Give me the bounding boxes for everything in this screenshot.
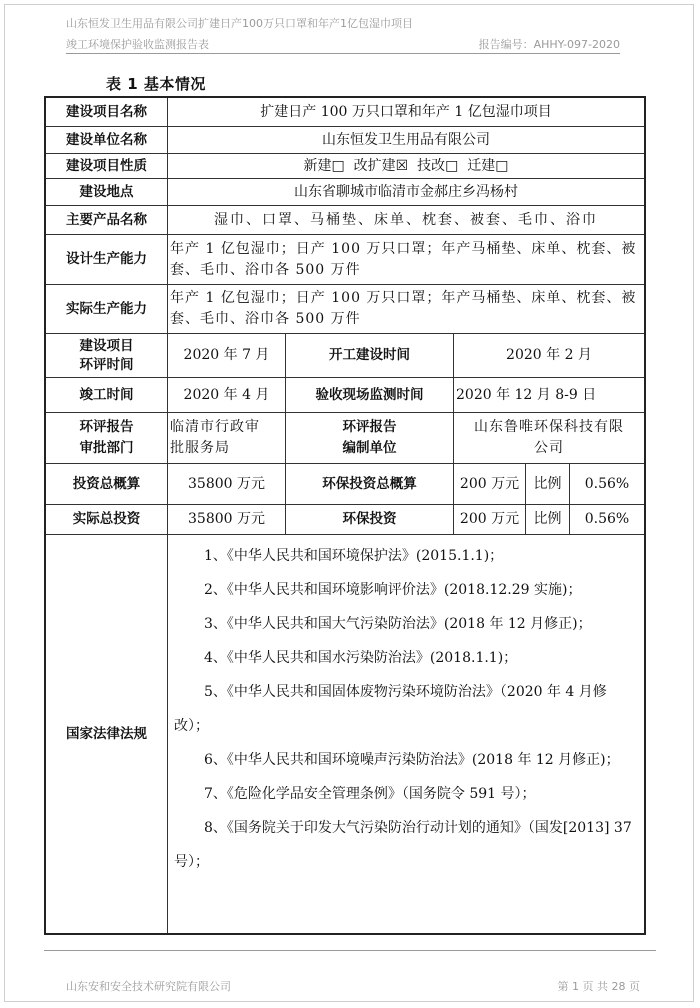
value-complete-time: 2020 年 4 月 xyxy=(168,378,286,413)
label-nature: 建设项目性质 xyxy=(46,154,168,179)
header-divider xyxy=(66,53,620,54)
value-company: 山东恒发卫生用品有限公司 xyxy=(168,127,644,154)
label-eia-time xyxy=(46,334,168,378)
value-eia-time: 2020 年 7 月 xyxy=(168,334,286,378)
label-eia-time-line1: 建设项目 xyxy=(79,337,134,354)
value-invest-budget: 35800 万元 xyxy=(168,464,286,505)
value-approval-dept-line2: 批服务局 xyxy=(170,440,230,456)
law-item: 7、《危险化学品安全管理条例》（国务院令 591 号）； xyxy=(204,786,536,802)
value-eia-compiler-line2: 公司 xyxy=(534,440,564,456)
label-eia-compiler-line1: 环评报告 xyxy=(342,419,397,435)
header-line-1 xyxy=(66,17,620,31)
label-invest-budget: 投资总概算 xyxy=(46,464,168,505)
basic-info-table xyxy=(44,96,646,935)
header-report-type: 竣工环境保护验收监测报告表 xyxy=(66,38,209,51)
label-complete-time: 竣工时间 xyxy=(46,378,168,413)
header-project-title: 山东恒发卫生用品有限公司扩建日产100万只口罩和年产1亿包湿巾项目 xyxy=(66,17,413,30)
label-env-budget: 环保投资总概算 xyxy=(286,464,454,505)
header-report-number: 报告编号：AHHY-097-2020 xyxy=(478,38,620,51)
label-design-capacity: 设计生产能力 xyxy=(46,235,168,285)
value-eia-compiler xyxy=(454,413,644,464)
label-eia-time-line2: 环评时间 xyxy=(79,356,134,373)
value-actual-env: 200 万元 xyxy=(454,505,526,535)
footer-divider xyxy=(44,950,656,951)
value-actual-invest: 35800 万元 xyxy=(168,505,286,535)
label-approval-dept xyxy=(46,413,168,464)
label-laws: 国家法律法规 xyxy=(46,535,168,933)
law-item: 2、《中华人民共和国环境影响评价法》(2018.12.29 实施)； xyxy=(204,582,582,598)
label-actual-capacity: 实际生产能力 xyxy=(46,285,168,334)
footer-page-number: 第 1 页 共 28 页 xyxy=(557,980,640,993)
value-project-name: 扩建日产 100 万只口罩和年产 1 亿包湿巾项目 xyxy=(168,98,644,127)
law-item: 3、《中华人民共和国大气污染防治法》(2018 年 12 月修正)； xyxy=(204,616,592,632)
label-eia-compiler xyxy=(286,413,454,464)
laws-list xyxy=(168,535,644,933)
label-env-budget-ratio: 比例 xyxy=(526,464,570,505)
law-item: 8、《国务院关于印发大气污染防治行动计划的通知》（国发[2013] 37 号）； xyxy=(174,820,632,870)
label-actual-env: 环保投资 xyxy=(286,505,454,535)
label-location: 建设地点 xyxy=(46,179,168,206)
label-products: 主要产品名称 xyxy=(46,206,168,235)
value-monitor-time: 2020 年 12 月 8-9 日 xyxy=(454,378,644,413)
value-actual-capacity: 年产 1 亿包湿巾；日产 100 万只口罩；年产马桶垫、床单、枕套、被套、毛巾、浴巾各 500 万件 xyxy=(168,285,644,334)
law-item: 6、《中华人民共和国环境噪声污染防治法》(2018 年 12 月修正)； xyxy=(204,752,620,768)
value-env-budget: 200 万元 xyxy=(454,464,526,505)
value-env-budget-ratio: 0.56% xyxy=(570,464,644,505)
label-actual-env-ratio: 比例 xyxy=(526,505,570,535)
footer-company: 山东安和安全技术研究院有限公司 xyxy=(66,980,231,993)
value-approval-dept-line1: 临清市行政审 xyxy=(170,419,260,435)
value-eia-compiler-line1: 山东鲁唯环保科技有限 xyxy=(474,419,624,435)
label-approval-dept-line2: 审批部门 xyxy=(79,440,134,456)
label-actual-invest: 实际总投资 xyxy=(46,505,168,535)
law-item: 4、《中华人民共和国水污染防治法》(2018.1.1)； xyxy=(204,650,518,666)
value-actual-env-ratio: 0.56% xyxy=(570,505,644,535)
value-start-time: 2020 年 2 月 xyxy=(454,334,644,378)
label-company: 建设单位名称 xyxy=(46,127,168,154)
value-approval-dept xyxy=(168,413,286,464)
law-item: 1、《中华人民共和国环境保护法》(2015.1.1)； xyxy=(204,548,504,564)
label-approval-dept-line1: 环评报告 xyxy=(79,419,134,435)
table-title: 表 1 基本情况 xyxy=(106,75,206,93)
value-location: 山东省聊城市临清市金郝庄乡冯杨村 xyxy=(168,179,644,206)
label-project-name: 建设项目名称 xyxy=(46,98,168,127)
label-start-time: 开工建设时间 xyxy=(286,334,454,378)
value-products: 湿巾、口罩、马桶垫、床单、枕套、被套、毛巾、浴巾 xyxy=(168,206,644,235)
label-monitor-time: 验收现场监测时间 xyxy=(286,378,454,413)
value-design-capacity: 年产 1 亿包湿巾；日产 100 万只口罩；年产马桶垫、床单、枕套、被套、毛巾、浴巾各 500 万件 xyxy=(168,235,644,285)
value-nature: 新建□ 改扩建☒ 技改□ 迁建□ xyxy=(168,154,644,179)
law-item: 5、《中华人民共和国固体废物污染环境防治法》（2020 年 4 月修改）； xyxy=(174,684,607,734)
header-line-2 xyxy=(66,38,620,52)
label-eia-compiler-line2: 编制单位 xyxy=(342,440,397,456)
